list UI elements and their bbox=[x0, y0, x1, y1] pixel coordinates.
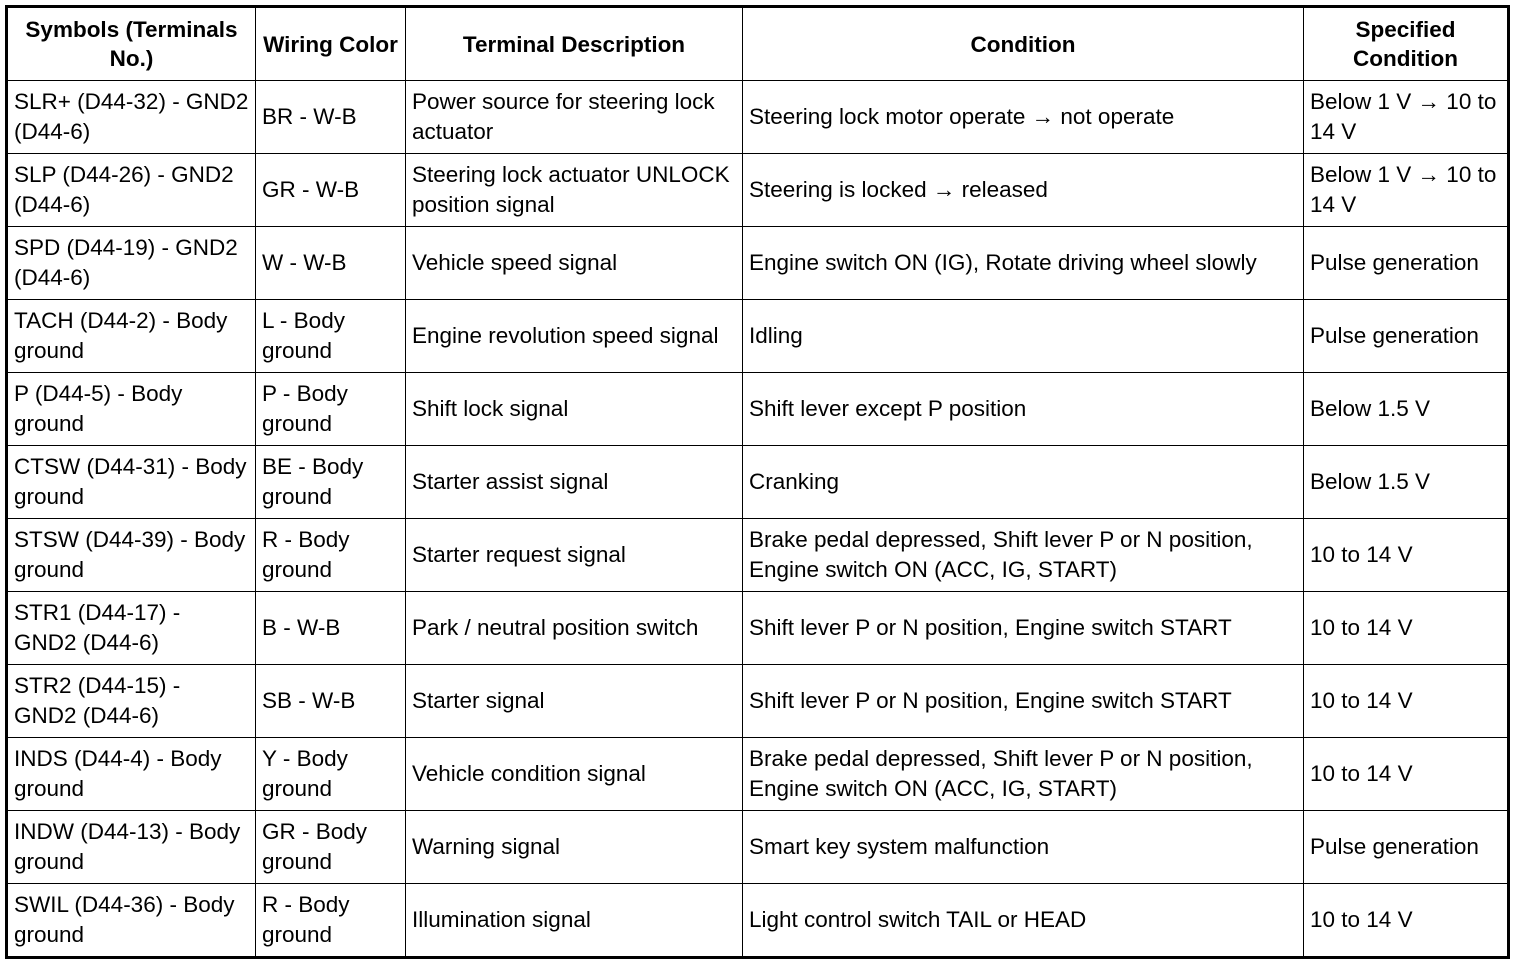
cell-wiring-color: L - Body ground bbox=[256, 300, 406, 373]
table-row bbox=[7, 592, 1509, 665]
cell-condition: Shift lever P or N position, Engine switch START bbox=[743, 665, 1304, 738]
header-condition: Condition bbox=[743, 7, 1304, 81]
table-row bbox=[7, 81, 1509, 154]
cell-specified-condition: Pulse generation bbox=[1304, 811, 1509, 884]
table-row bbox=[7, 227, 1509, 300]
cell-terminal-description: Starter signal bbox=[406, 665, 743, 738]
cell-specified-condition: 10 to 14 V bbox=[1304, 738, 1509, 811]
cell-symbol: TACH (D44-2) - Body ground bbox=[7, 300, 256, 373]
cell-symbol: SWIL (D44-36) - Body ground bbox=[7, 884, 256, 958]
cell-wiring-color: P - Body ground bbox=[256, 373, 406, 446]
cell-wiring-color: GR - W-B bbox=[256, 154, 406, 227]
cell-symbol: INDS (D44-4) - Body ground bbox=[7, 738, 256, 811]
cell-wiring-color: Y - Body ground bbox=[256, 738, 406, 811]
cell-condition: Idling bbox=[743, 300, 1304, 373]
cell-specified-condition: 10 to 14 V bbox=[1304, 884, 1509, 958]
cell-specified-condition: Below 1 V → 10 to 14 V bbox=[1304, 81, 1509, 154]
cell-condition: Cranking bbox=[743, 446, 1304, 519]
cell-symbol: SLP (D44-26) - GND2 (D44-6) bbox=[7, 154, 256, 227]
cell-symbol: CTSW (D44-31) - Body ground bbox=[7, 446, 256, 519]
header-specified-condition: Specified Condition bbox=[1304, 7, 1509, 81]
table-row bbox=[7, 884, 1509, 958]
cell-condition: Smart key system malfunction bbox=[743, 811, 1304, 884]
cell-wiring-color: R - Body ground bbox=[256, 519, 406, 592]
cell-wiring-color: BE - Body ground bbox=[256, 446, 406, 519]
table-header bbox=[7, 7, 1509, 81]
cell-specified-condition: 10 to 14 V bbox=[1304, 665, 1509, 738]
table-row bbox=[7, 738, 1509, 811]
table-row bbox=[7, 811, 1509, 884]
cell-terminal-description: Steering lock actuator UNLOCK position signal bbox=[406, 154, 743, 227]
cell-symbol: STSW (D44-39) - Body ground bbox=[7, 519, 256, 592]
cell-condition: Steering lock motor operate → not operate bbox=[743, 81, 1304, 154]
cell-specified-condition: Pulse generation bbox=[1304, 300, 1509, 373]
cell-terminal-description: Illumination signal bbox=[406, 884, 743, 958]
cell-wiring-color: SB - W-B bbox=[256, 665, 406, 738]
table-row bbox=[7, 300, 1509, 373]
cell-condition: Light control switch TAIL or HEAD bbox=[743, 884, 1304, 958]
cell-symbol: SPD (D44-19) - GND2 (D44-6) bbox=[7, 227, 256, 300]
cell-terminal-description: Warning signal bbox=[406, 811, 743, 884]
cell-specified-condition: Below 1.5 V bbox=[1304, 446, 1509, 519]
cell-condition: Steering is locked → released bbox=[743, 154, 1304, 227]
header-terminal-description: Terminal Description bbox=[406, 7, 743, 81]
cell-terminal-description: Park / neutral position switch bbox=[406, 592, 743, 665]
cell-condition: Engine switch ON (IG), Rotate driving wheel slowly bbox=[743, 227, 1304, 300]
cell-wiring-color: BR - W-B bbox=[256, 81, 406, 154]
cell-wiring-color: R - Body ground bbox=[256, 884, 406, 958]
table-row bbox=[7, 519, 1509, 592]
cell-symbol: STR2 (D44-15) - GND2 (D44-6) bbox=[7, 665, 256, 738]
cell-terminal-description: Vehicle speed signal bbox=[406, 227, 743, 300]
cell-wiring-color: B - W-B bbox=[256, 592, 406, 665]
header-symbols: Symbols (Terminals No.) bbox=[7, 7, 256, 81]
header-wiring-color: Wiring Color bbox=[256, 7, 406, 81]
table-row bbox=[7, 154, 1509, 227]
cell-terminal-description: Shift lock signal bbox=[406, 373, 743, 446]
cell-specified-condition: Below 1 V → 10 to 14 V bbox=[1304, 154, 1509, 227]
cell-symbol: P (D44-5) - Body ground bbox=[7, 373, 256, 446]
cell-terminal-description: Starter assist signal bbox=[406, 446, 743, 519]
cell-terminal-description: Engine revolution speed signal bbox=[406, 300, 743, 373]
header-row bbox=[7, 7, 1509, 81]
cell-condition: Brake pedal depressed, Shift lever P or N position, Engine switch ON (ACC, IG, START) bbox=[743, 519, 1304, 592]
cell-condition: Shift lever except P position bbox=[743, 373, 1304, 446]
cell-specified-condition: 10 to 14 V bbox=[1304, 592, 1509, 665]
cell-symbol: INDW (D44-13) - Body ground bbox=[7, 811, 256, 884]
table-body bbox=[7, 81, 1509, 958]
table-row bbox=[7, 446, 1509, 519]
cell-specified-condition: Pulse generation bbox=[1304, 227, 1509, 300]
terminal-table-container bbox=[5, 5, 1507, 947]
cell-symbol: SLR+ (D44-32) - GND2 (D44-6) bbox=[7, 81, 256, 154]
cell-terminal-description: Starter request signal bbox=[406, 519, 743, 592]
cell-specified-condition: Below 1.5 V bbox=[1304, 373, 1509, 446]
cell-terminal-description: Vehicle condition signal bbox=[406, 738, 743, 811]
cell-wiring-color: GR - Body ground bbox=[256, 811, 406, 884]
table-row bbox=[7, 373, 1509, 446]
cell-wiring-color: W - W-B bbox=[256, 227, 406, 300]
cell-condition: Shift lever P or N position, Engine switch START bbox=[743, 592, 1304, 665]
cell-terminal-description: Power source for steering lock actuator bbox=[406, 81, 743, 154]
terminal-spec-table bbox=[5, 5, 1510, 959]
cell-specified-condition: 10 to 14 V bbox=[1304, 519, 1509, 592]
cell-condition: Brake pedal depressed, Shift lever P or N position, Engine switch ON (ACC, IG, START) bbox=[743, 738, 1304, 811]
table-row bbox=[7, 665, 1509, 738]
cell-symbol: STR1 (D44-17) - GND2 (D44-6) bbox=[7, 592, 256, 665]
